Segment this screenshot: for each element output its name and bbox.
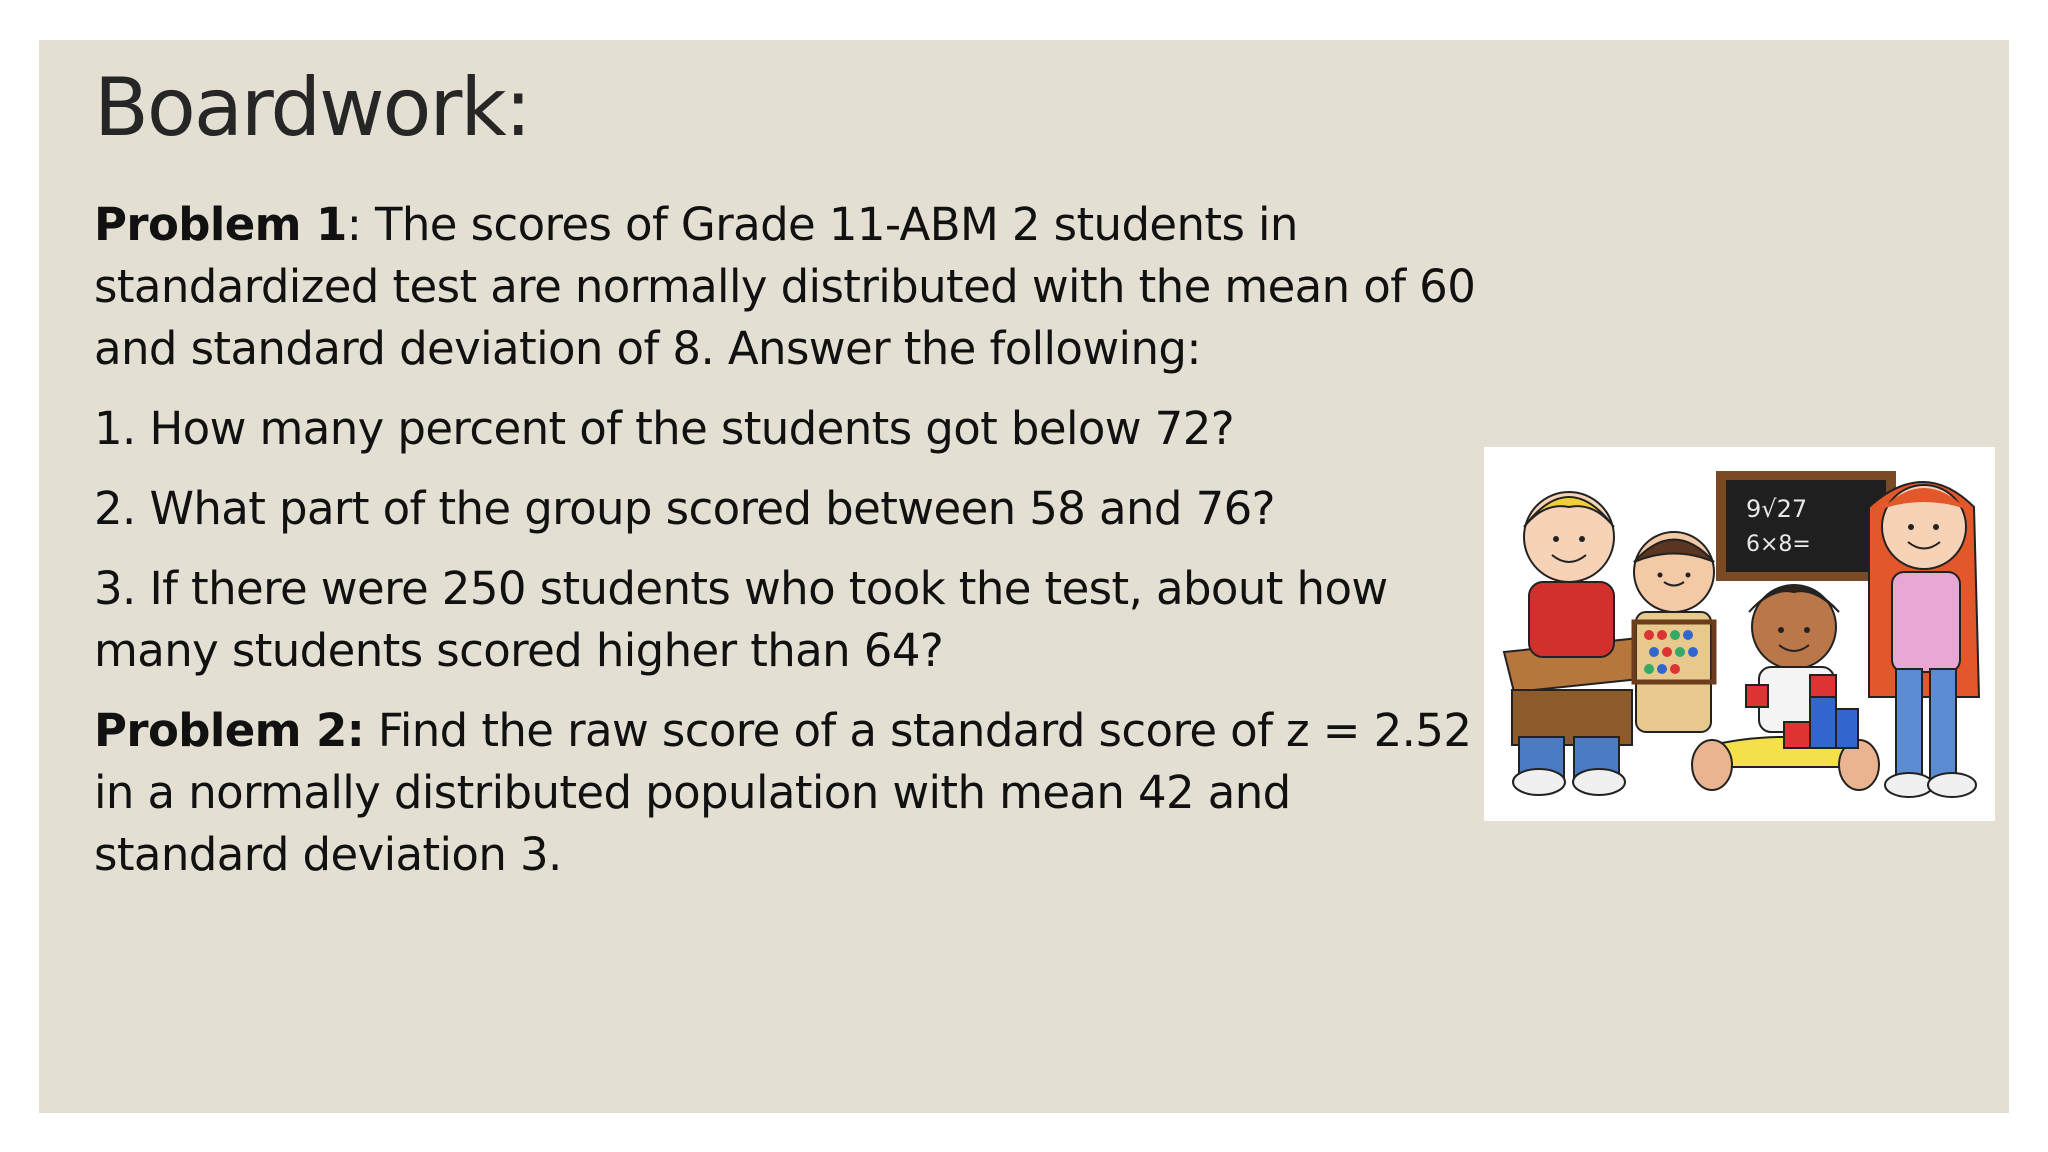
problem-1-question-1: 1. How many percent of the students got below 72? xyxy=(94,402,1235,455)
problem-1-label: Problem 1 xyxy=(94,198,347,251)
kids-classroom-clipart xyxy=(1484,447,1995,821)
boy-left xyxy=(1513,492,1625,795)
slide xyxy=(39,40,2009,1113)
problem-1-intro xyxy=(94,194,1484,380)
kids-classroom-illustration xyxy=(1484,447,1995,821)
slide-title: Boardwork: xyxy=(94,61,530,154)
problem-2-text: Find the raw score of a standard score of z = 2.52 in a normally distributed population with mean 42 and standard deviation 3. xyxy=(94,704,1472,881)
girl-right xyxy=(1869,482,1979,797)
slide-content xyxy=(94,194,1484,904)
board-text-1: 9√27 xyxy=(1746,495,1808,523)
problem-2 xyxy=(94,700,1484,886)
problem-1-question-3: 3. If there were 250 students who took the test, about how many students scored higher than 64? xyxy=(94,562,1388,677)
board-text-2: 6×8= xyxy=(1746,532,1811,557)
problem-1-text: : The scores of Grade 11-ABM 2 students in standardized test are normally distributed with the mean of 60 and standard deviation of 8. Answer the following: xyxy=(94,198,1476,375)
problem-1-question-2: 2. What part of the group scored between 58 and 76? xyxy=(94,482,1275,535)
problem-2-label: Problem 2: xyxy=(94,704,365,757)
child-sitting xyxy=(1692,585,1879,790)
